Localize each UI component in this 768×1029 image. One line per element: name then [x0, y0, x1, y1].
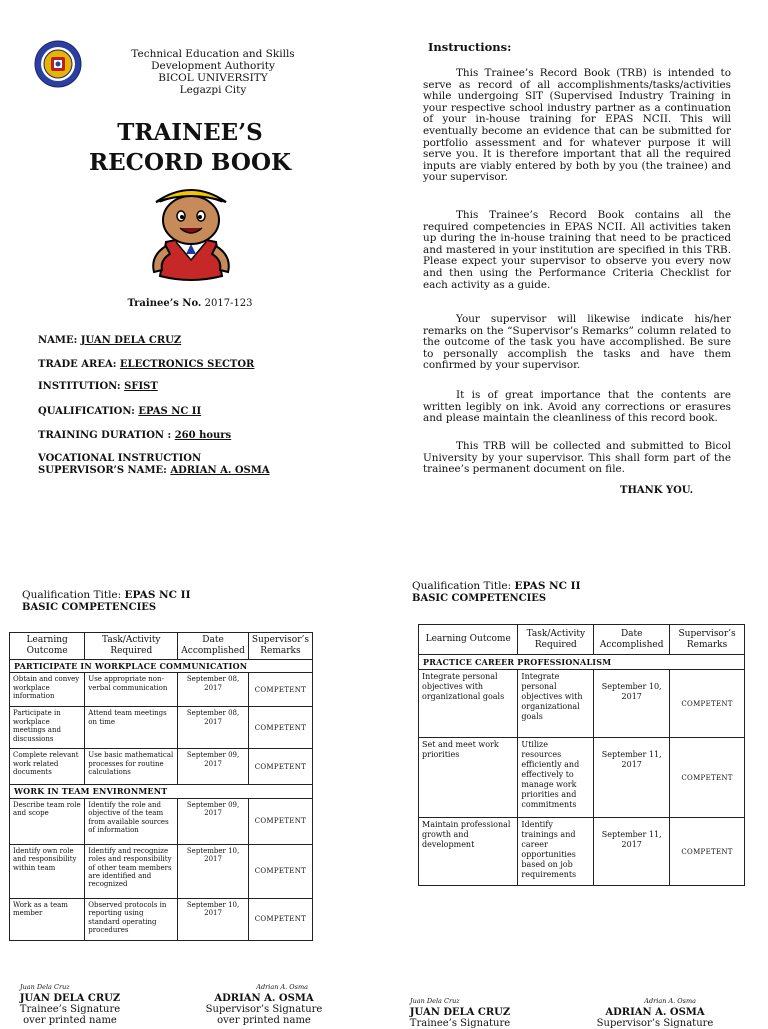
date-cell: September 11, 2017	[594, 738, 670, 818]
header-remarks: Supervisor’s Remarks	[248, 633, 312, 660]
learning-outcome-cell: Integrate personal objectives with organizational goals	[419, 670, 518, 738]
header-date: Date Accomplished	[178, 633, 249, 660]
learning-outcome-cell: Describe team role and scope	[10, 798, 85, 844]
qualification-title-label: Qualification Title:	[22, 589, 122, 601]
trainee-signature-script: Juan Dela Cruz	[410, 997, 460, 1005]
instruction-paragraph: It is of great importance that the contents are written legibly on ink. Avoid any corrections or erasures and please maintain the cleanliness of this record book.	[423, 389, 731, 425]
task-cell: Identify the role and objective of the team from available sources of information	[85, 798, 178, 844]
remarks-cell: COMPETENT	[248, 749, 312, 785]
task-cell: Use appropriate non-verbal communication	[85, 673, 178, 707]
thank-you-text: THANK YOU.	[620, 485, 694, 496]
date-cell: September 08, 2017	[178, 707, 249, 749]
page-title	[60, 118, 320, 178]
qualification-title-label: Qualification Title:	[412, 580, 512, 592]
trade-area-value: ELECTRONICS SECTOR	[119, 359, 255, 370]
right-trainee-signature	[400, 996, 520, 1029]
learning-outcome-cell: Complete relevant work related documents	[10, 749, 85, 785]
date-cell: September 08, 2017	[178, 673, 249, 707]
table-header-row	[10, 633, 313, 660]
supervisor-printed-name: ADRIAN A. OSMA	[605, 1007, 705, 1018]
title-line-1: TRAINEE’S	[117, 119, 263, 146]
org-name: Technical Education and Skills Development Authority	[131, 48, 295, 72]
supervisor-value: ADRIAN A. OSMA	[170, 465, 270, 476]
supervisor-signature-script: Adrian A. Osma	[644, 997, 696, 1005]
date-cell: September 09, 2017	[178, 798, 249, 844]
supervisor-label-line-1: VOCATIONAL INSTRUCTION	[38, 453, 202, 464]
trainee-number-label: Trainee’s No.	[127, 298, 202, 309]
table-row	[419, 738, 745, 818]
remarks-cell: COMPETENT	[670, 738, 745, 818]
university-name: BICOL UNIVERSITY	[158, 72, 268, 84]
section-row	[419, 655, 745, 670]
instructions-heading: Instructions:	[428, 40, 512, 54]
qualification-field	[38, 406, 201, 417]
supervisor-signature-caption: Supervisor’s Signature	[596, 1018, 714, 1029]
trainee-number-value: 2017-123	[204, 298, 253, 309]
table-row	[419, 670, 745, 738]
remarks-cell: COMPETENT	[248, 707, 312, 749]
supervisor-signature-caption-2: over printed name	[217, 1015, 311, 1026]
left-trainee-signature	[10, 982, 130, 1026]
task-cell: Identify and recognize roles and responsibility of other team members are identified and recognized	[85, 844, 178, 898]
trade-area-label: TRADE AREA:	[38, 359, 117, 370]
bicol-university-seal-icon	[34, 40, 82, 88]
supervisor-printed-name: ADRIAN A. OSMA	[214, 993, 314, 1004]
qualification-value: EPAS NC II	[138, 406, 202, 417]
task-cell: Integrate personal objectives with organizational goals	[518, 670, 594, 738]
learning-outcome-cell: Identify own role and responsibility within team	[10, 844, 85, 898]
instruction-paragraph: This TRB will be collected and submitted to Bicol University by your supervisor. This shall form part of the trainee’s permanent document on file.	[423, 440, 731, 476]
institution-label: INSTITUTION:	[38, 381, 121, 392]
header-learning-outcome: Learning Outcome	[419, 625, 518, 655]
task-cell: Identify trainings and career opportunities based on job requirements	[518, 818, 594, 886]
supervisor-label-line-2: SUPERVISOR’S NAME:	[38, 465, 167, 476]
date-cell: September 09, 2017	[178, 749, 249, 785]
header-remarks: Supervisor’s Remarks	[670, 625, 745, 655]
left-competency-table	[9, 632, 313, 941]
organization-header	[98, 48, 328, 96]
institution-field	[38, 381, 158, 392]
table-header-row	[419, 625, 745, 655]
instruction-paragraph: This Trainee’s Record Book (TRB) is intended to serve as record of all accomplishments/tasks/activities while undergoing SIT (Supervised Industry Training in your respective school industry partner as a continuation of your in-house training for EPAS NCII. This will eventually become an evidence that can be submitted for portfolio assessment and for whatever purpose it will serve you. It is therefore important that all the required inputs are viably entered by both by you (the trainee) and your supervisor.	[423, 67, 731, 184]
table-row	[10, 749, 313, 785]
right-basic-competencies: BASIC COMPETENCIES	[412, 593, 547, 604]
section-title: PRACTICE CAREER PROFESSIONALISM	[419, 655, 745, 670]
institution-value: SFIST	[124, 381, 158, 392]
instruction-paragraph: Your supervisor will likewise indicate his/her remarks on the “Supervisor’s Remarks” column related to the outcome of the task you have accomplished. Be sure to personally accomplish the tasks and have them confirmed by your supervisor.	[423, 313, 731, 372]
trainee-printed-name: JUAN DELA CRUZ	[409, 1007, 511, 1018]
table-row	[419, 818, 745, 886]
learning-outcome-cell: Participate in workplace meetings and discussions	[10, 707, 85, 749]
right-supervisor-signature	[590, 996, 720, 1029]
table-row	[10, 798, 313, 844]
section-title: PARTICIPATE IN WORKPLACE COMMUNICATION	[10, 660, 313, 673]
name-field	[38, 335, 181, 346]
name-label: NAME:	[38, 335, 78, 346]
date-cell: September 10, 2017	[178, 844, 249, 898]
left-basic-competencies: BASIC COMPETENCIES	[22, 602, 157, 613]
right-competency-table	[418, 624, 745, 886]
learning-outcome-cell: Work as a team member	[10, 898, 85, 940]
trade-area-field	[38, 359, 254, 370]
trainee-number	[60, 298, 320, 309]
remarks-cell: COMPETENT	[248, 844, 312, 898]
task-cell: Attend team meetings on time	[85, 707, 178, 749]
supervisor-signature-script: Adrian A. Osma	[256, 983, 308, 991]
trainee-printed-name: JUAN DELA CRUZ	[19, 993, 121, 1004]
header-learning-outcome: Learning Outcome	[10, 633, 85, 660]
left-qualification-title	[22, 589, 190, 601]
table-row	[10, 707, 313, 749]
qualification-title-value: EPAS NC II	[514, 580, 581, 592]
date-cell: September 11, 2017	[594, 818, 670, 886]
trainee-signature-caption-2: over printed name	[23, 1015, 117, 1026]
table-row	[10, 898, 313, 940]
table-row	[10, 673, 313, 707]
supervisor-field	[38, 453, 270, 477]
training-duration-field	[38, 430, 231, 441]
header-date: Date Accomplished	[594, 625, 670, 655]
remarks-cell: COMPETENT	[248, 798, 312, 844]
remarks-cell: COMPETENT	[670, 670, 745, 738]
left-supervisor-signature	[198, 982, 330, 1026]
learning-outcome-cell: Maintain professional growth and development	[419, 818, 518, 886]
training-duration-label: TRAINING DURATION :	[38, 430, 172, 441]
mascot-illustration-icon	[138, 180, 244, 286]
section-row	[10, 785, 313, 798]
learning-outcome-cell: Set and meet work priorities	[419, 738, 518, 818]
remarks-cell: COMPETENT	[670, 818, 745, 886]
training-duration-value: 260 hours	[174, 430, 232, 441]
date-cell: September 10, 2017	[594, 670, 670, 738]
name-value: JUAN DELA CRUZ	[80, 335, 182, 346]
trainee-signature-caption: Trainee’s Signature	[19, 1004, 121, 1015]
header-task-activity: Task/Activity Required	[85, 633, 178, 660]
right-qualification-title	[412, 580, 580, 592]
remarks-cell: COMPETENT	[248, 898, 312, 940]
title-line-2: RECORD BOOK	[89, 149, 291, 176]
remarks-cell: COMPETENT	[248, 673, 312, 707]
table-row	[10, 844, 313, 898]
task-cell: Observed protocols in reporting using standard operating procedures	[85, 898, 178, 940]
header-task-activity: Task/Activity Required	[518, 625, 594, 655]
qualification-label: QUALIFICATION:	[38, 406, 135, 417]
supervisor-signature-caption: Supervisor’s Signature	[205, 1004, 323, 1015]
task-cell: Use basic mathematical processes for routine calculations	[85, 749, 178, 785]
learning-outcome-cell: Obtain and convey workplace information	[10, 673, 85, 707]
trainee-signature-script: Juan Dela Cruz	[20, 983, 70, 991]
instruction-paragraph: This Trainee’s Record Book contains all the required competencies in EPAS NCII. All activities taken up during the in-house training that need to be practiced and mastered in your institution are specified in this TRB. Please expect your supervisor to observe you every now and then using the Performance Criteria Checklist for each activity as a guide.	[423, 209, 731, 291]
task-cell: Utilize resources efficiently and effectively to manage work priorities and commitments	[518, 738, 594, 818]
qualification-title-value: EPAS NC II	[124, 589, 191, 601]
section-row	[10, 660, 313, 673]
trainee-signature-caption: Trainee’s Signature	[409, 1018, 511, 1029]
date-cell: September 10, 2017	[178, 898, 249, 940]
section-title: WORK IN TEAM ENVIRONMENT	[10, 785, 313, 798]
city-name: Legazpi City	[179, 84, 247, 96]
